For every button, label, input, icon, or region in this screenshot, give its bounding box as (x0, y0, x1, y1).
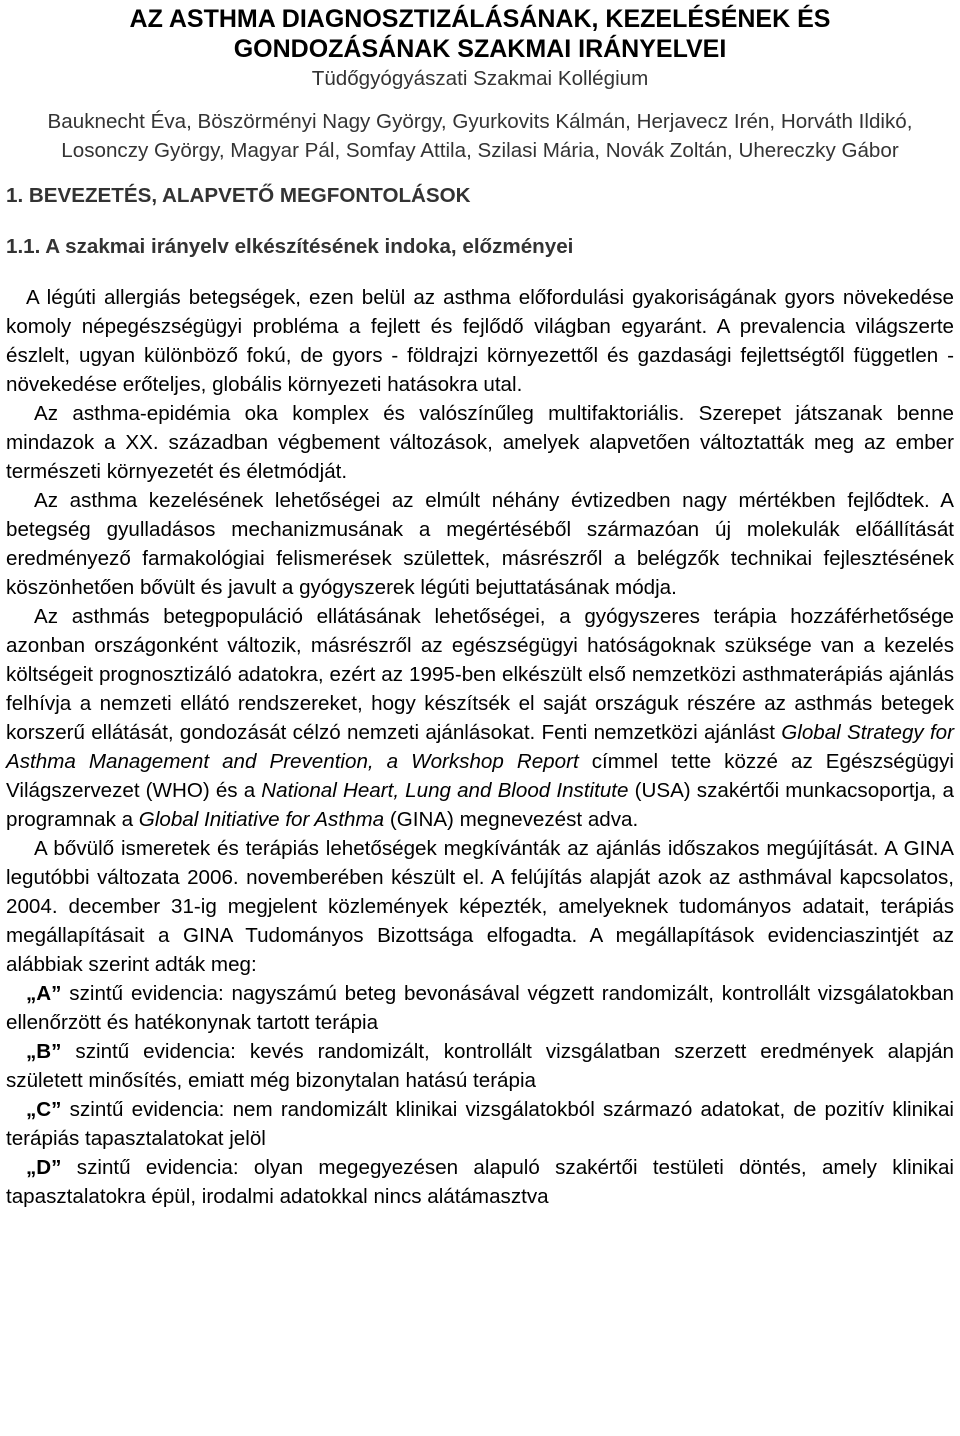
evidence-level-description: szintű evidencia: kevés randomizált, kontrollált vizsgálatban szerzett eredmények alapján született minősítés, emiatt még bizonytalan hatású terápia (6, 1040, 954, 1092)
paragraph-4-text-d: (GINA) megnevezést adva. (384, 808, 639, 831)
paragraph-2: Az asthma-epidémia oka komplex és valószínűleg multifaktoriális. Szerepet játszanak benne mindazok a XX. században végbement változások, amelyek alapvetően változtatták meg az ember természeti környezetét és életmódját. (6, 402, 954, 483)
evidence-level-description: szintű evidencia: nem randomizált klinikai vizsgálatokból származó adatokat, de pozitív klinikai terápiás tapasztalatokat jelöl (6, 1098, 954, 1150)
body-text (6, 283, 954, 1211)
document-title-line-2: GONDOZÁSÁNAK SZAKMAI IRÁNYELVEI (233, 35, 727, 63)
evidence-level-label: „C” (26, 1098, 62, 1121)
evidence-level-d (6, 1153, 954, 1211)
section-heading: 1. BEVEZETÉS, ALAPVETŐ MEGFONTOLÁSOK (6, 184, 471, 207)
evidence-level-description: szintű evidencia: olyan megegyezésen alapuló szakértői testületi döntés, amely klinikai tapasztalatokra épül, irodalmi adatokkal nincs alátámasztva (6, 1156, 954, 1208)
paragraph-4-italic-title-1: Global Strategy for Asthma Management and Prevention, a Workshop Report (6, 721, 954, 773)
evidence-level-label: „A” (26, 982, 62, 1005)
evidence-level-label: „B” (26, 1040, 62, 1063)
evidence-level-c (6, 1095, 954, 1153)
evidence-level-label: „D” (26, 1156, 62, 1179)
paragraph-4-text-b: címmel tette közzé az Egészségügyi Világszervezet (WHO) és a (6, 750, 954, 802)
document-subtitle: Tüdőgyógyászati Szakmai Kollégium (311, 67, 649, 90)
author-list: Bauknecht Éva, Böszörményi Nagy György, Gyurkovits Kálmán, Herjavecz Irén, Horváth Ildikó, Losonczy György, Magyar Pál, Somfay Attila, Szilasi Mária, Novák Zoltán, Uhereczky Gábor (47, 110, 913, 162)
paragraph-4-italic-title-2: National Heart, Lung and Blood Institute (261, 779, 629, 802)
evidence-level-b (6, 1037, 954, 1095)
paragraph-4-text-a: Az asthmás betegpopuláció ellátásának lehetőségei, a gyógyszeres terápia hozzáférhetősége azonban országonként változik, másrészről az egészségügyi hatóságoknak szüksége van a kezelés költségeit prognosztizáló adatokra, ezért az 1995-ben elkészült első nemzetközi asthmaterápiás ajánlás felhívja a nemzeti ellátó rendszereket, hogy készítsék el saját országuk részére az asthmás betegek korszerű ellátását, gondozását célzó nemzeti ajánlásokat. Fenti nemzetközi ajánlást (6, 605, 954, 744)
evidence-level-a (6, 979, 954, 1037)
evidence-level-description: szintű evidencia: nagyszámú beteg bevonásával végzett randomizált, kontrollált vizsgálatokban ellenőrzött és hatékonynak tartott terápia (6, 982, 954, 1034)
paragraph-4 (6, 602, 954, 834)
subsection-heading: 1.1. A szakmai irányelv elkészítésének indoka, előzményei (6, 235, 574, 258)
paragraph-4-italic-title-3: Global Initiative for Asthma (138, 808, 385, 831)
paragraph-3: Az asthma kezelésének lehetőségei az elmúlt néhány évtizedben nagy mértékben fejlődtek. A betegség gyulladásos mechanizmusának a megértéséből származóan új molekulák előállítását eredményező farmakológiai felismerések születtek, másrészről a belégzők technikai fejlesztésének köszönhetően bővült és javult a gyógyszerek légúti bejuttatásának módja. (6, 489, 954, 599)
document-title-line-1: AZ ASTHMA DIAGNOSZTIZÁLÁSÁNAK, KEZELÉSÉNEK ÉS (129, 5, 831, 33)
paragraph-4-text-c: (USA) szakértői munkacsoportja, a programnak a (6, 779, 954, 831)
paragraph-1: A légúti allergiás betegségek, ezen belül az asthma előfordulási gyakoriságának gyors növekedése komoly népegészségügyi probléma a fejlett és fejlődő világban egyaránt. A prevalencia világszerte észlelt, ugyan különböző fokú, de gyors - földrajzi környezettől és gazdasági fejlettségtől független - növekedése erőteljes, globális környezeti hatásokra utal. (6, 286, 954, 396)
paragraph-5: A bővülő ismeretek és terápiás lehetőségek megkívánták az ajánlás időszakos megújítását. A GINA legutóbbi változata 2006. novemberében készült el. A felújítás alapját azok az asthmával kapcsolatos, 2004. december 31-ig megjelent közlemények képezték, amelyeknek tudományos adatait, terápiás megállapításait a GINA Tudományos Bizottsága elfogadta. A megállapítások evidenciaszintjét az alábbiak szerint adták meg: (6, 837, 954, 976)
